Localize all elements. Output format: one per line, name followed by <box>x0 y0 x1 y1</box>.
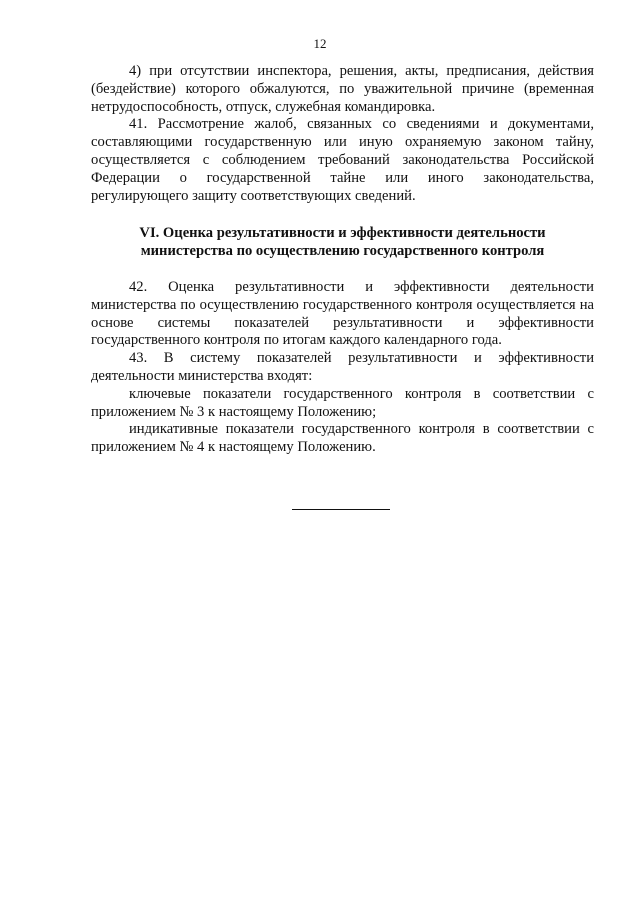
paragraph-42-evaluation: 42. Оценка результативности и эффективности деятельности министерства по осуществлению государственного контроля осуществляется на основе системы показателей результативности и эффективности государственного контроля по итогам каждого календарного года. <box>91 278 594 349</box>
end-of-document-rule <box>292 509 390 510</box>
paragraph-indicative-indicators: индикативные показатели государственного контроля в соответствии с приложением № 4 к настоящему Положению. <box>91 421 594 456</box>
page-number: 12 <box>313 36 327 51</box>
section-heading <box>91 225 594 261</box>
paragraph-43-indicator-system: 43. В систему показателей результативности и эффективности деятельности министерства входят: <box>91 350 594 384</box>
document-body <box>91 63 594 457</box>
paragraph-4-absence-of-inspector: 4) при отсутствии инспектора, решения, акты, предписания, действия (бездействие) которого обжалуются, по уважительной причине (временная нетрудоспособность, отпуск, служебная командировка. <box>91 63 594 115</box>
paragraph-41-secret-complaints: 41. Рассмотрение жалоб, связанных со сведениями и документами, составляющими государственную или иную охраняемую законом тайну, осуществляется с соблюдением требований законодательства Российской Федерации о государственной тайне или иного законодательства, регулирующего защиту соответствующих сведений. <box>91 116 594 204</box>
section-heading-line-2: министерства по осуществлению государственного контроля <box>140 243 545 260</box>
paragraph-key-indicators: ключевые показатели государственного контроля в соответствии с приложением № 3 к настоящему Положению; <box>91 385 594 420</box>
section-heading-line-1: VI. Оценка результативности и эффективности деятельности <box>139 225 546 242</box>
